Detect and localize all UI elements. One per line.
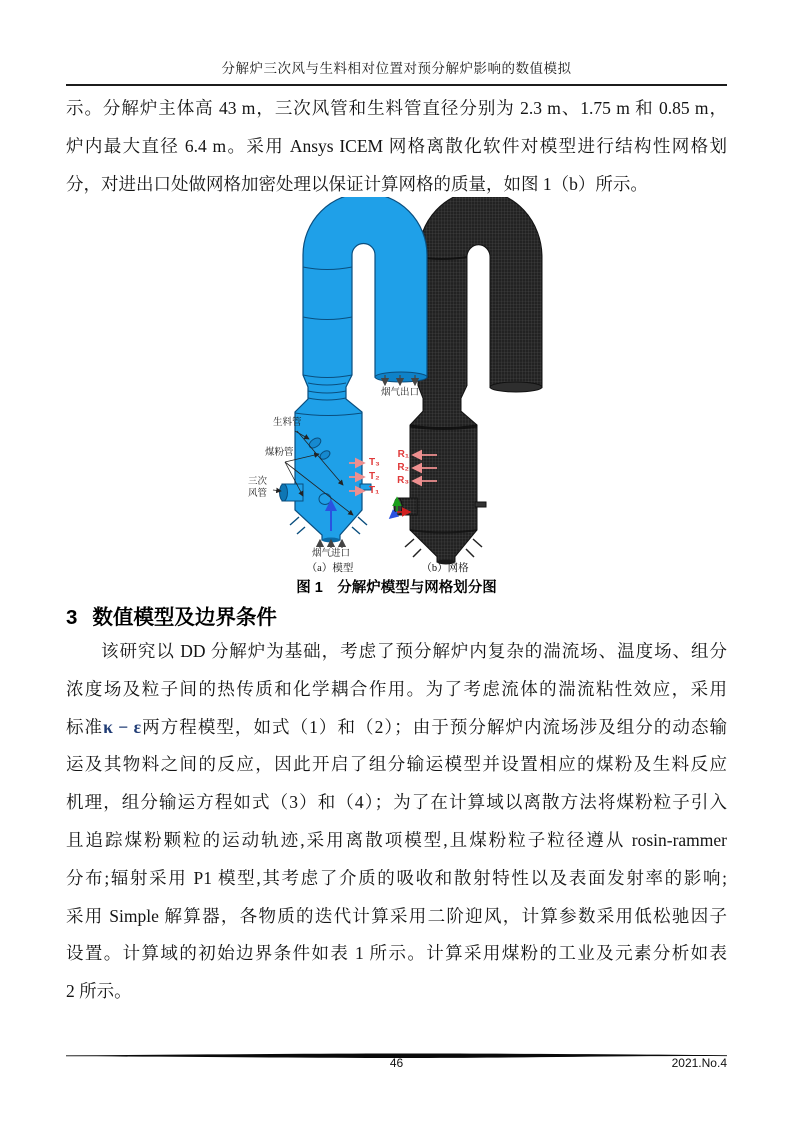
k-epsilon-formula: κ − ε — [103, 716, 142, 737]
header-rule — [66, 84, 727, 86]
body-text-line: 炉内最大直径 6.4 m。采用 Ansys ICEM 网格离散化软件对模型进行结构性网格划 — [66, 135, 727, 156]
r1-probe-label: R₁ — [397, 449, 409, 460]
body-text-line: 分布;辐射采用 P1 模型,其考虑了介质的吸收和散射特性以及表面发射率的影响; — [66, 867, 727, 888]
issue-label: 2021.No.4 — [671, 1056, 727, 1070]
subfigure-a-caption: （a）模型 — [306, 563, 354, 574]
r2-probe-label: R₂ — [397, 462, 409, 473]
body-text-line: 设置。计算域的初始边界条件如表 1 所示。计算采用煤粉的工业及元素分析如表 — [66, 943, 727, 964]
paragraph-1 — [66, 90, 727, 203]
body-text-line: 分，对进出口处做网格加密处理以保证计算网格的质量，如图 1（b）所示。 — [66, 173, 648, 194]
paragraph-2 — [66, 633, 727, 1011]
figure-caption: 图 1 分解炉模型与网格划分图 — [296, 580, 497, 596]
body-text-line: 该研究以 DD 分解炉为基础，考虑了预分解炉内复杂的湍流场、温度场、组分 — [101, 641, 727, 661]
body-text-line: 示。分解炉主体高 43 m，三次风管和生料管直径分别为 2.3 m、1.75 m 和 0.85 m， — [66, 98, 727, 118]
raw-meal-pipe-label: 生料管 — [273, 418, 302, 428]
footer-rule — [66, 1047, 727, 1055]
body-text-line: 浓度场及粒子间的热传质和化学耦合作用。为了考虑流体的湍流粘性效应，采用 — [66, 678, 727, 699]
tertiary-air-pipe-label-line1: 三次 — [248, 477, 268, 487]
body-text-line: 2 所示。 — [66, 981, 132, 1002]
body-text-line: 采用 Simple 解算器，各物质的迭代计算采用二阶迎风，计算参数采用低松驰因子 — [66, 905, 727, 926]
page-number: 46 — [389, 1056, 404, 1070]
coal-pipe-label: 煤粉管 — [265, 448, 294, 458]
t2-probe-label: T₂ — [369, 471, 380, 482]
subfigure-b-caption: （b）网格 — [421, 563, 469, 574]
figure-1 — [245, 197, 585, 575]
flue-gas-outlet-label: 烟气出口 — [380, 388, 419, 398]
r3-probe-label: R₃ — [397, 475, 409, 486]
tertiary-air-pipe-label-line2: 风管 — [248, 489, 268, 499]
body-text-line: 机理，组分输运方程如式（3）和（4）；为了在计算域以离散方法将煤粉粒子引入 — [66, 792, 727, 813]
section-title: 数值模型及边界条件 — [92, 606, 277, 629]
section-heading — [66, 600, 566, 630]
t1-probe-label: T₁ — [369, 485, 380, 496]
running-head-title: 分解炉三次风与生料相对位置对预分解炉影响的数值模拟 — [221, 61, 572, 76]
section-number: 3 — [66, 606, 78, 629]
t3-probe-label: T₃ — [369, 457, 380, 468]
body-text-line: 标准κ − ε两方程模型，如式（1）和（2）；由于预分解炉内流场涉及组分的动态输 — [66, 716, 728, 737]
flue-gas-inlet-label: 烟气进口 — [311, 549, 350, 559]
furnace-models-drawing — [245, 197, 585, 575]
body-text-line: 且追踪煤粉颗粒的运动轨迹,采用离散项模型,且煤粉粒子粒径遵从 rosin-rammer — [66, 829, 727, 850]
body-text-line: 运及其物料之间的反应，因此开启了组分输运模型并设置相应的煤粉及生料反应 — [66, 754, 727, 775]
